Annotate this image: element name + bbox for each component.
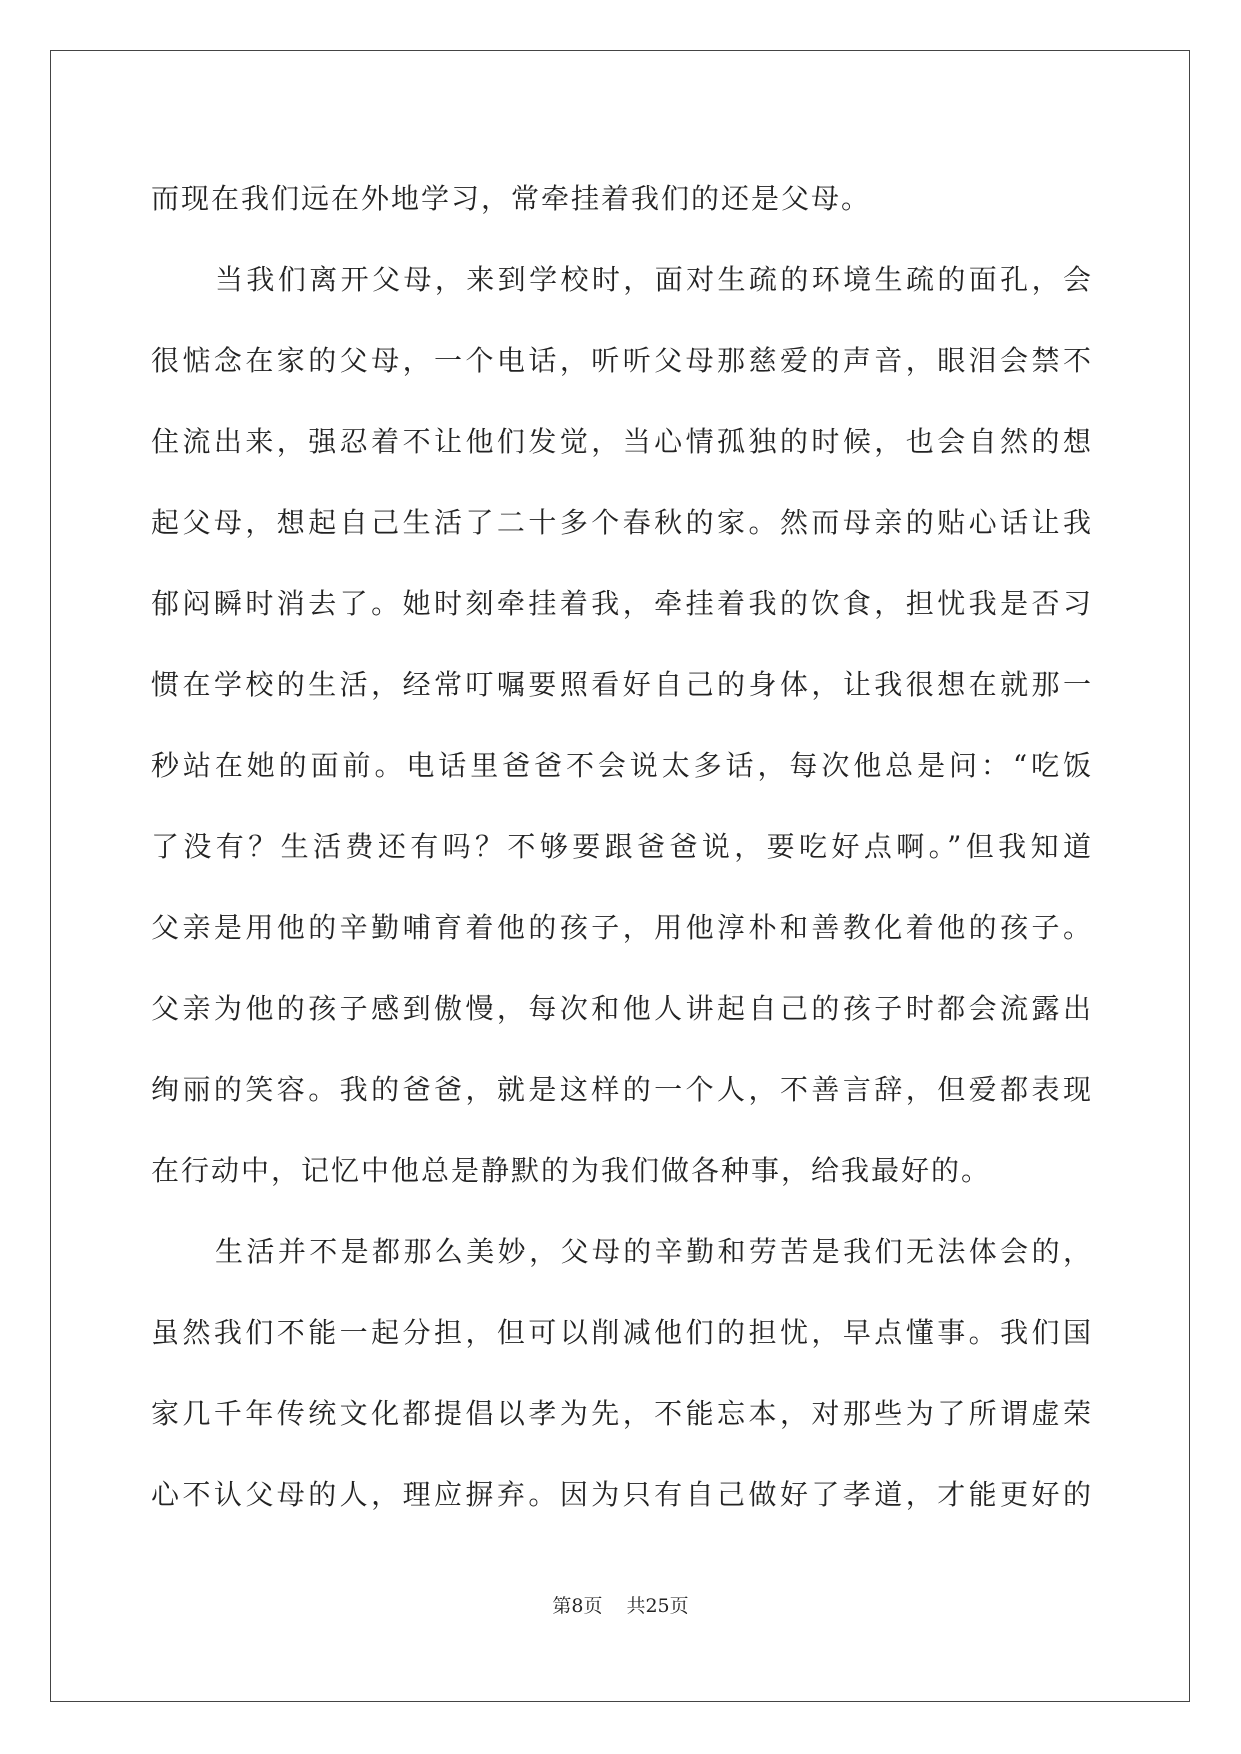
text-line: 了没有？生活费还有吗？不够要跟爸爸说，要吃好点啊。”但我知道 (151, 830, 1091, 863)
page-number: 第8页 (552, 1595, 603, 1617)
text-line: 起父母，想起自己生活了二十多个春秋的家。然而母亲的贴心话让我 (151, 506, 1091, 539)
total-pages: 共25页 (626, 1595, 689, 1617)
text-line: 很惦念在家的父母，一个电话，听听父母那慈爱的声音，眼泪会禁不 (151, 344, 1091, 377)
text-line: 住流出来，强忍着不让他们发觉，当心情孤独的时候，也会自然的想 (151, 425, 1091, 458)
text-line: 在行动中，记忆中他总是静默的为我们做各种事，给我最好的。 (151, 1154, 992, 1187)
page-footer (0, 1594, 1241, 1618)
text-line: 父亲是用他的辛勤哺育着他的孩子，用他淳朴和善教化着他的孩子。 (151, 911, 1091, 944)
paragraph-first-line: 当我们离开父母，来到学校时，面对生疏的环境生疏的面孔，会 (215, 263, 1091, 296)
text-line: 虽然我们不能一起分担，但可以削减他们的担忧，早点懂事。我们国 (151, 1316, 1091, 1349)
text-line: 而现在我们远在外地学习，常牵挂着我们的还是父母。 (151, 182, 872, 215)
text-line: 父亲为他的孩子感到傲慢，每次和他人讲起自己的孩子时都会流露出 (151, 992, 1091, 1025)
text-line: 心不认父母的人，理应摒弃。因为只有自己做好了孝道，才能更好的 (151, 1478, 1091, 1511)
text-line: 家几千年传统文化都提倡以孝为先，不能忘本，对那些为了所谓虚荣 (151, 1397, 1091, 1430)
text-line: 郁闷瞬时消去了。她时刻牵挂着我，牵挂着我的饮食，担忧我是否习 (151, 587, 1091, 620)
text-line: 秒站在她的面前。电话里爸爸不会说太多话，每次他总是问：“吃饭 (151, 749, 1091, 782)
document-body (151, 158, 1091, 1535)
paragraph-first-line: 生活并不是都那么美妙，父母的辛勤和劳苦是我们无法体会的， (215, 1235, 1091, 1268)
text-line: 绚丽的笑容。我的爸爸，就是这样的一个人，不善言辞，但爱都表现 (151, 1073, 1091, 1106)
text-line: 惯在学校的生活，经常叮嘱要照看好自己的身体，让我很想在就那一 (151, 668, 1091, 701)
